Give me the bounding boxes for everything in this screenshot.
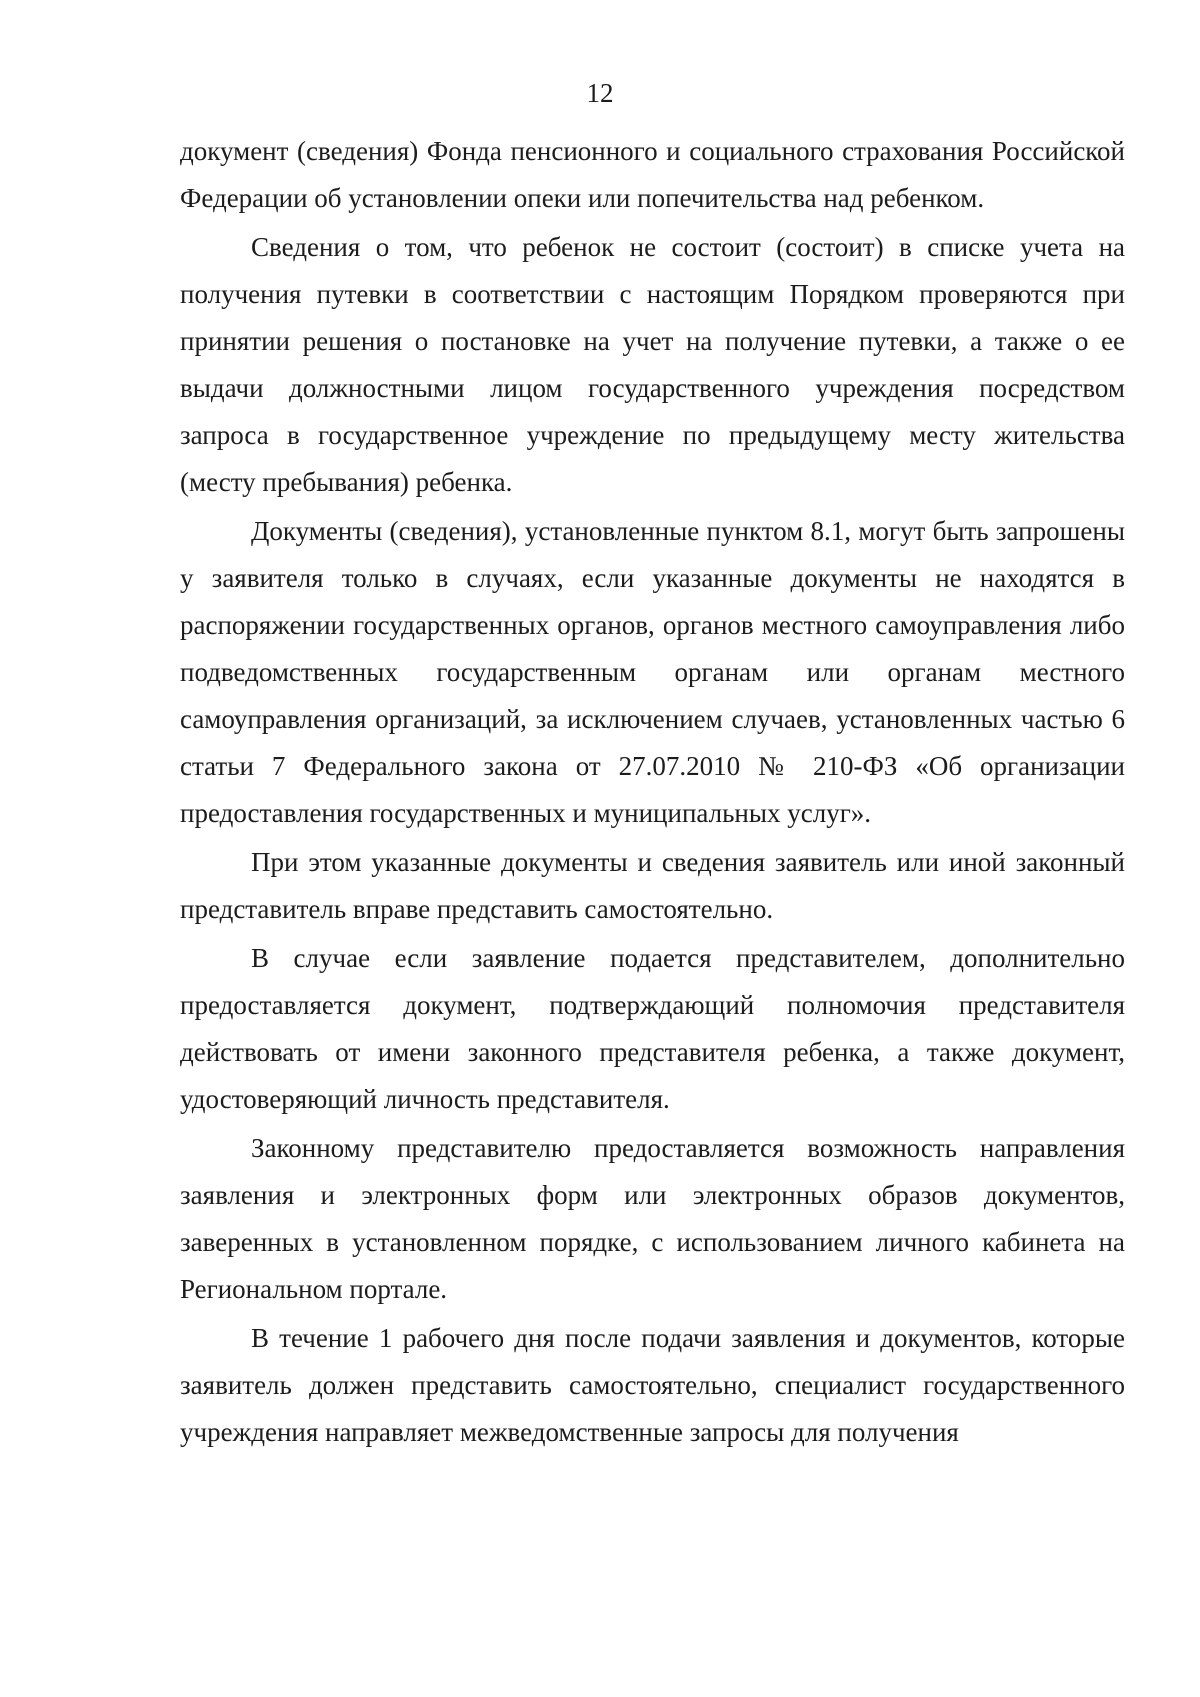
paragraph-regional-portal: Законному представителю предоставляется возможность направления заявления и электронных форм или электронных образов документов, заверенных в установленном порядке, с использованием личного кабинета на Региональном портале. bbox=[180, 1133, 1125, 1304]
paragraph-self-submission: При этом указанные документы и сведения заявитель или иной законный представитель вправе представить самостоятельно. bbox=[180, 847, 1125, 924]
paragraph-child-registration-check: Сведения о том, что ребенок не состоит (состоит) в списке учета на получения путевки в соответствии с настоящим Порядком проверяются при принятии решения о постановке на учет на получение путевки, а также о ее выдачи должностными лицом государственного учреждения посредством запроса в государственное учреждение по предыдущему месту жительства (месту пребывания) ребенка. bbox=[180, 232, 1125, 497]
page-number: 12 bbox=[586, 78, 614, 108]
paragraph-continuation: документ (сведения) Фонда пенсионного и социального страхования Российской Федерации об установлении опеки или попечительства над ребенком. bbox=[180, 136, 1125, 213]
paragraph-interagency-requests: В течение 1 рабочего дня после подачи заявления и документов, которые заявитель должен представить самостоятельно, специалист государственного учреждения направляет межведомственные запросы для получения bbox=[180, 1323, 1125, 1447]
paragraph-documents-request: Документы (сведения), установленные пунктом 8.1, могут быть запрошены у заявителя только в случаях, если указанные документы не находятся в распоряжении государственных органов, органов местного самоуправления либо подведомственных государственным органам или органам местного самоуправления организаций, за исключением случаев, установленных частью 6 статьи 7 Федерального закона от 27.07.2010 № 210-ФЗ «Об организации предоставления государственных и муниципальных услуг». bbox=[180, 516, 1125, 828]
paragraph-representative-documents: В случае если заявление подается представителем, дополнительно предоставляется документ, подтверждающий полномочия представителя действовать от имени законного представителя ребенка, а также документ, удостоверяющий личность представителя. bbox=[180, 943, 1125, 1114]
document-body bbox=[180, 128, 1125, 1456]
